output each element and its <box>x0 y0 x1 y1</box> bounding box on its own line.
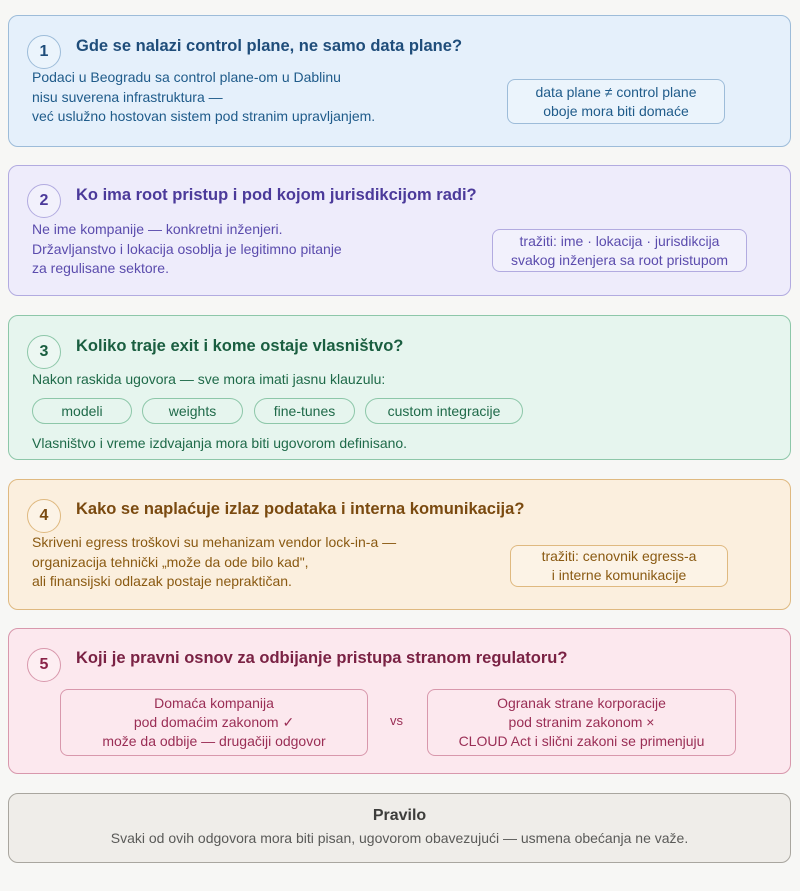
question-card-1 <box>8 15 791 147</box>
rule-title: Pravilo <box>372 807 427 824</box>
vs-label: vs <box>390 713 403 728</box>
hint-tag: tražiti: ime · lokacija · jurisdikcija svakog inženjera sa root pristupom <box>492 229 747 272</box>
card-footer: Vlasništvo i vreme izdvajanja mora biti ugovorom definisano. <box>32 435 408 451</box>
question-card-4 <box>8 479 791 610</box>
hint-tag: tražiti: cenovnik egress-a i interne komunikacije <box>510 545 728 587</box>
number-badge: 2 <box>27 184 61 218</box>
number-badge: 3 <box>27 335 61 369</box>
card-title: Ko ima root pristup i pod kojom jurisdikcijom radi? <box>76 186 477 204</box>
question-card-5 <box>8 628 791 774</box>
pill-fine-tunes: fine-tunes <box>254 398 355 424</box>
domestic-company-box: Domaća kompanija pod domaćim zakonom ✓ može da odbije — drugačiji odgovor <box>60 689 368 756</box>
rule-card <box>8 793 791 863</box>
pill-custom-integracije: custom integracije <box>365 398 523 424</box>
card-description: Nakon raskida ugovora — sve mora imati jasnu klauzulu: <box>32 371 386 387</box>
card-title: Koji je pravni osnov za odbijanje pristupa stranom regulatoru? <box>76 649 568 667</box>
hint-tag: data plane ≠ control plane oboje mora biti domaće <box>507 79 725 124</box>
foreign-branch-box: Ogranak strane korporacije pod stranim zakonom × CLOUD Act i slični zakoni se primenjuju <box>427 689 736 756</box>
card-description: Skriveni egress troškovi su mehanizam vendor lock-in-a — organizacija tehnički „može da ode bilo kad", ali finansijski odlazak postaje nepraktičan. <box>32 534 397 589</box>
card-title: Kako se naplaćuje izlaz podataka i interna komunikacija? <box>76 500 525 518</box>
pill-weights: weights <box>142 398 243 424</box>
card-description: Ne ime kompanije — konkretni inženjeri. Državljanstvo i lokacija osoblja je legitimno pitanje za regulisane sektore. <box>32 221 342 276</box>
number-badge: 4 <box>27 499 61 533</box>
number-badge: 1 <box>27 35 61 69</box>
card-title: Gde se nalazi control plane, ne samo data plane? <box>76 37 463 55</box>
rule-text: Svaki od ovih odgovora mora biti pisan, ugovorom obavezujući — usmena obećanja ne važe. <box>110 830 689 846</box>
question-card-2 <box>8 165 791 296</box>
number-badge: 5 <box>27 648 61 682</box>
question-card-3 <box>8 315 791 460</box>
card-description: Podaci u Beogradu sa control plane-om u Dablinu nisu suverena infrastruktura — već uslužno hostovan sistem pod stranim upravljanjem. <box>32 69 376 124</box>
card-title: Koliko traje exit i kome ostaje vlasništvo? <box>76 337 404 355</box>
pill-modeli: modeli <box>32 398 132 424</box>
